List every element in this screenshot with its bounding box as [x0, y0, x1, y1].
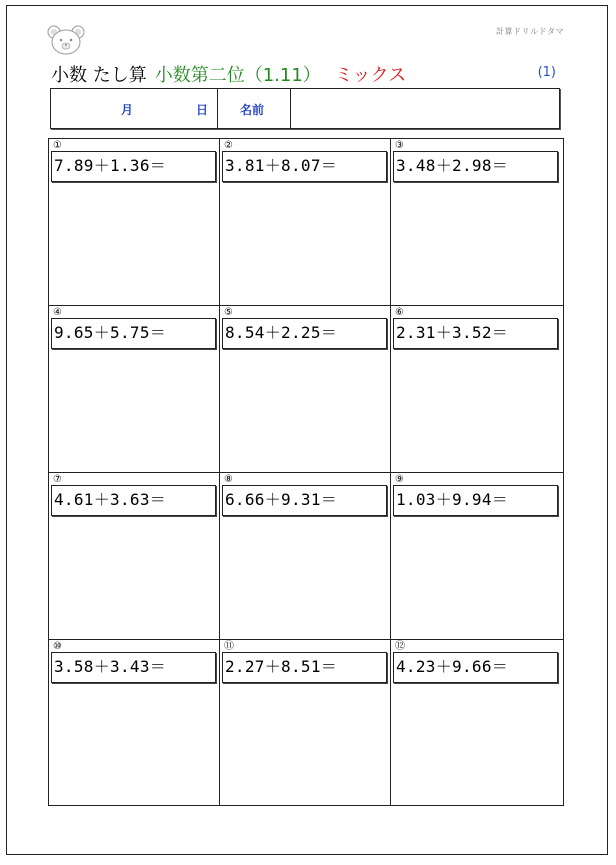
problem-expression: 8.54＋2.25＝ [222, 318, 387, 349]
date-field[interactable] [51, 89, 218, 128]
problem-cell[interactable] [49, 640, 220, 805]
problem-cell[interactable] [220, 306, 391, 473]
problem-cell[interactable] [49, 473, 220, 640]
problem-number: ⑨ [395, 474, 404, 485]
problem-number: ⑦ [53, 474, 62, 485]
name-label: 名前 [240, 103, 265, 117]
problem-expression: 4.61＋3.63＝ [51, 485, 216, 516]
problem-expression: 3.48＋2.98＝ [393, 151, 558, 182]
problem-cell[interactable] [391, 640, 563, 805]
day-label: 日 [196, 103, 209, 117]
problem-expression: 7.89＋1.36＝ [51, 151, 216, 182]
problem-cell[interactable] [391, 306, 563, 473]
problem-number: ⑫ [395, 641, 405, 652]
problem-number: ⑤ [224, 307, 233, 318]
problem-cell[interactable] [391, 139, 563, 306]
problem-number: ⑩ [53, 641, 62, 652]
problem-number: ① [53, 140, 62, 151]
problem-expression: 2.31＋3.52＝ [393, 318, 558, 349]
title-mix: ミックス [334, 65, 407, 86]
title-sub: 小数第二位（1.11） [154, 65, 321, 86]
problem-number: ④ [53, 307, 62, 318]
name-field[interactable] [291, 89, 559, 128]
month-label: 月 [121, 103, 134, 117]
name-date-bar [50, 88, 560, 129]
worksheet-title [51, 61, 406, 87]
problem-cell[interactable] [220, 640, 391, 805]
problem-expression: 6.66＋9.31＝ [222, 485, 387, 516]
problem-cell[interactable] [220, 139, 391, 306]
bear-face-icon [46, 24, 86, 56]
problem-expression: 3.58＋3.43＝ [51, 652, 216, 683]
title-main: 小数 たし算 [51, 65, 147, 86]
problem-cell[interactable] [220, 473, 391, 640]
problem-expression: 1.03＋9.94＝ [393, 485, 558, 516]
problem-number: ② [224, 140, 233, 151]
name-label-cell [218, 89, 291, 128]
problem-expression: 4.23＋9.66＝ [393, 652, 558, 683]
problem-expression: 9.65＋5.75＝ [51, 318, 216, 349]
problem-expression: 3.81＋8.07＝ [222, 151, 387, 182]
brand-label: 計算ドリルドタマ [496, 27, 564, 36]
page-number: (1) [537, 65, 556, 80]
problem-number: ⑧ [224, 474, 233, 485]
problem-number: ⑪ [224, 641, 234, 652]
problem-grid [48, 138, 564, 806]
problem-expression: 2.27＋8.51＝ [222, 652, 387, 683]
problem-number: ⑥ [395, 307, 404, 318]
problem-cell[interactable] [49, 139, 220, 306]
problem-cell[interactable] [391, 473, 563, 640]
problem-cell[interactable] [49, 306, 220, 473]
problem-number: ③ [395, 140, 404, 151]
